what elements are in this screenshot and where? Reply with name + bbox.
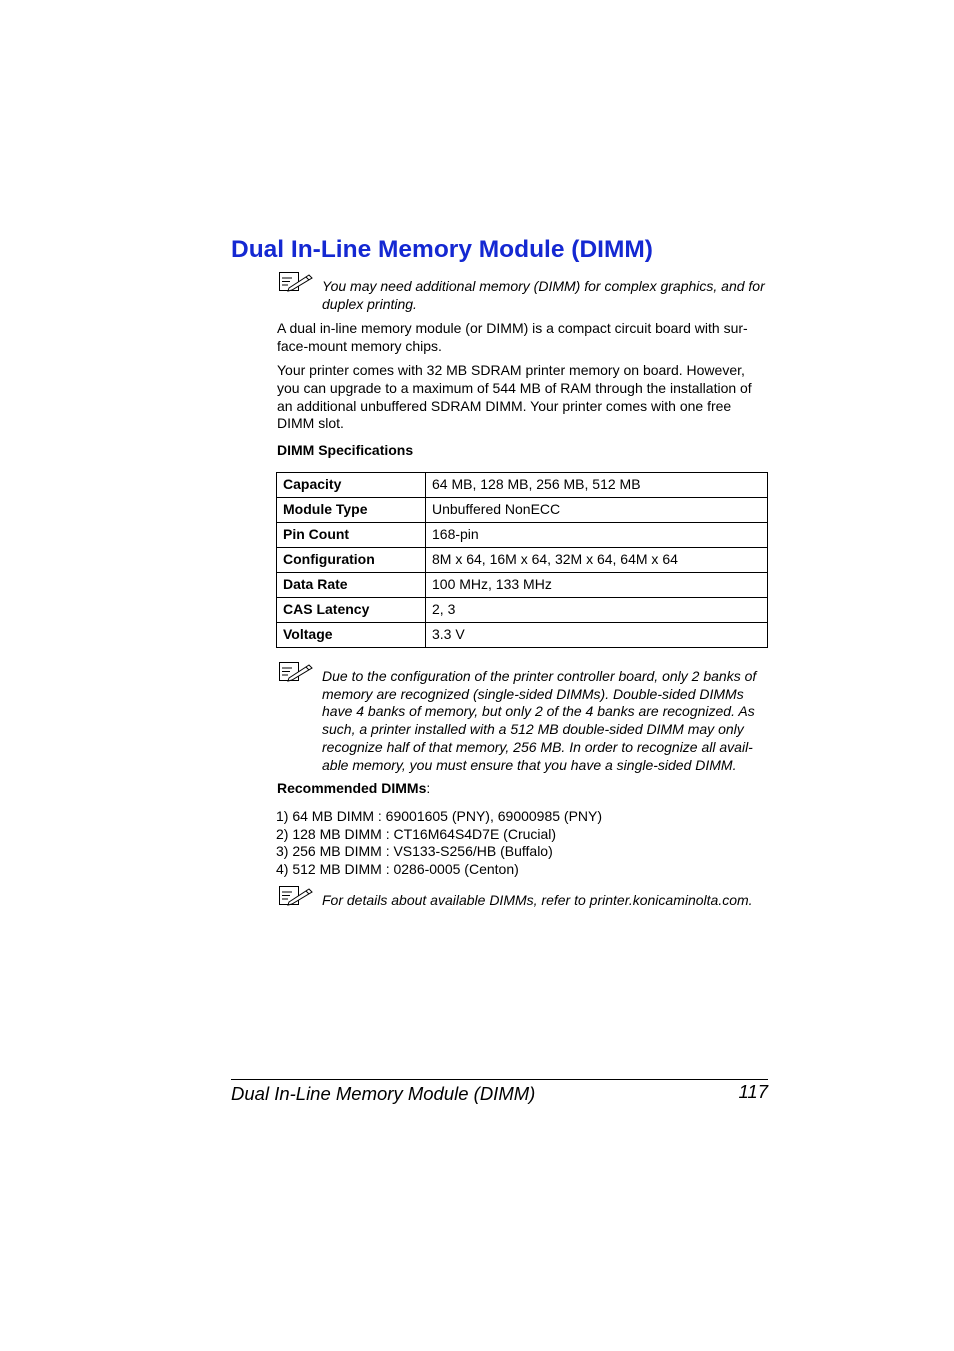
spec-value: 64 MB, 128 MB, 256 MB, 512 MB xyxy=(426,473,768,498)
specs-heading: DIMM Specifications xyxy=(277,442,414,458)
table-row xyxy=(277,598,768,623)
table-row xyxy=(277,623,768,648)
recommended-heading-label: Recommended DIMMs xyxy=(277,780,427,796)
table-row xyxy=(277,473,768,498)
footer-title: Dual In-Line Memory Module (DIMM) xyxy=(231,1083,536,1104)
table-row xyxy=(277,498,768,523)
list-item: 4) 512 MB DIMM : 0286-0005 (Centon) xyxy=(276,861,519,878)
spec-label: Module Type xyxy=(277,498,426,523)
note-text: For details about available DIMMs, refer to printer.konicaminolta.com. xyxy=(322,892,753,908)
spec-label: CAS Latency xyxy=(277,598,426,623)
spec-value: 2, 3 xyxy=(426,598,768,623)
page-number: 117 xyxy=(738,1081,768,1102)
specs-table xyxy=(276,472,768,648)
spec-label: Pin Count xyxy=(277,523,426,548)
spec-label: Configuration xyxy=(277,548,426,573)
note-pencil-icon xyxy=(279,662,313,682)
recommended-list xyxy=(276,808,602,879)
list-item: 1) 64 MB DIMM : 69001605 (PNY), 69000985 (PNY) xyxy=(276,808,603,824)
intro-paragraph: A dual in-line memory module (or DIMM) is a compact circuit board with sur-face-mount memory chips. xyxy=(277,320,748,354)
recommended-heading-colon: : xyxy=(426,780,431,796)
footer-divider xyxy=(231,1079,768,1080)
recommended-heading xyxy=(277,780,430,798)
spec-label: Data Rate xyxy=(277,573,426,598)
memory-paragraph: Your printer comes with 32 MB SDRAM printer memory on board. However, you can upgrade to a maximum of 544 MB of RAM through the installation of an additional unbuffered SDRAM DIMM. Your printer comes with one free DIMM slot. xyxy=(277,362,752,432)
spec-value: 8M x 64, 16M x 64, 32M x 64, 64M x 64 xyxy=(426,548,768,573)
spec-label: Voltage xyxy=(277,623,426,648)
table-row xyxy=(277,573,768,598)
spec-value: 100 MHz, 133 MHz xyxy=(426,573,768,598)
list-item: 2) 128 MB DIMM : CT16M64S4D7E (Crucial) xyxy=(276,825,557,842)
note-pencil-icon xyxy=(279,886,313,906)
note-text: Due to the configuration of the printer controller board, only 2 banks of memory are recognized (single-sided DIMMs). Double-sided DIMMs have 4 banks of memory, but only 2 of the 4 banks are recognized. As such, a printer installed with a 512 MB double-sided DIMM may only recognize half of that memory, 256 MB. In order to recognize all avail-able memory, you must ensure that you have a single-sided DIMM. xyxy=(322,668,757,773)
page-title: Dual In-Line Memory Module (DIMM) xyxy=(231,236,653,263)
spec-value: 3.3 V xyxy=(426,623,768,648)
spec-value: 168-pin xyxy=(426,523,768,548)
table-row xyxy=(277,523,768,548)
list-item: 3) 256 MB DIMM : VS133-S256/HB (Buffalo) xyxy=(276,843,553,860)
note-pencil-icon xyxy=(279,272,313,292)
spec-value: Unbuffered NonECC xyxy=(426,498,768,523)
spec-label: Capacity xyxy=(277,473,426,498)
table-row xyxy=(277,548,768,573)
note-text: You may need additional memory (DIMM) for complex graphics, and for duplex printing. xyxy=(322,278,765,312)
